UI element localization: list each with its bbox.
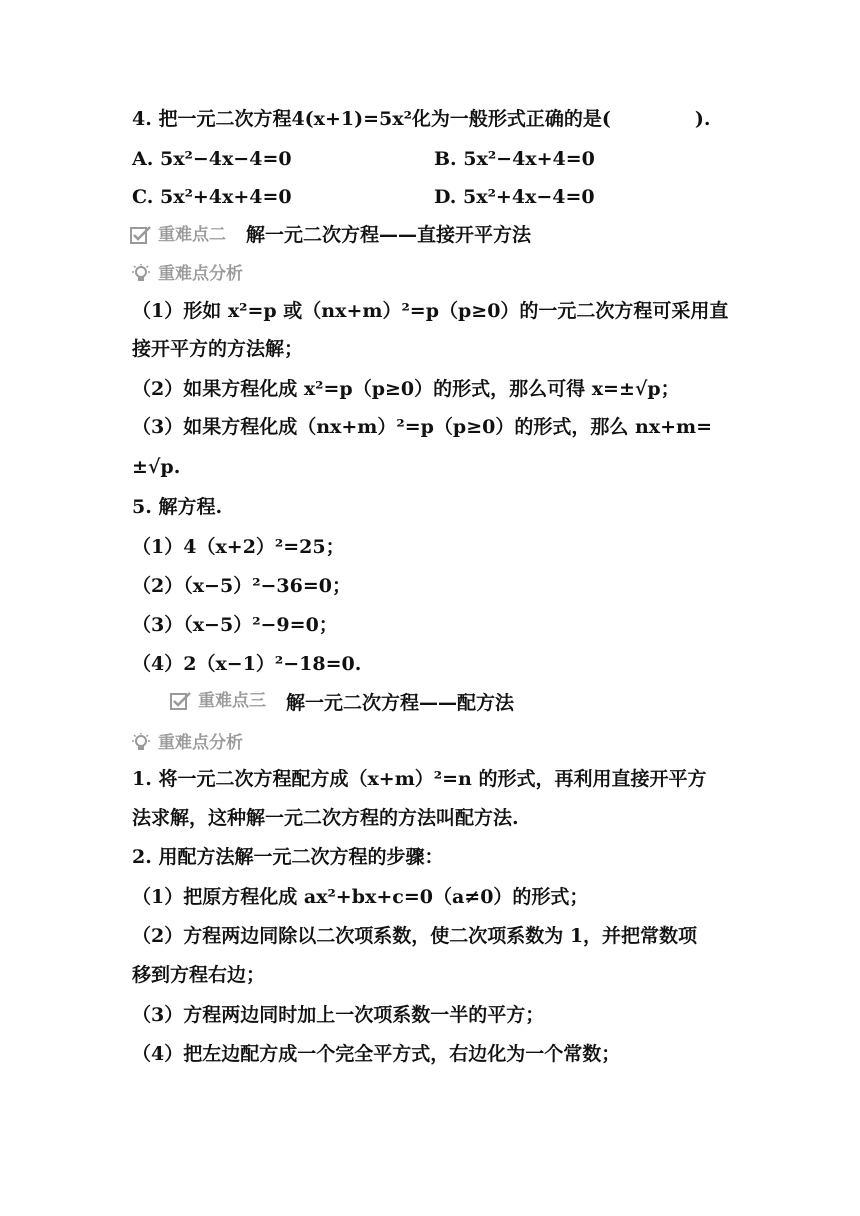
checkbox-icon bbox=[130, 225, 152, 245]
question-5-stem: 5. 解方程. bbox=[132, 496, 223, 518]
question-5-item-4: （4）2（x−1）²−18=0. bbox=[132, 653, 362, 675]
section-2-line-2: 接开平方的方法解； bbox=[132, 338, 304, 360]
question-5-item-3: （3）（x−5）²−9=0； bbox=[132, 614, 338, 636]
section-2-tag bbox=[130, 223, 226, 247]
section-3-line-6: 移到方程右边； bbox=[132, 964, 266, 986]
section-3-line-5: （2）方程两边同除以二次项系数，使二次项系数为 1，并把常数项 bbox=[132, 925, 698, 947]
question-5-item-2: （2）（x−5）²−36=0； bbox=[132, 575, 352, 597]
lightbulb-icon bbox=[130, 264, 152, 284]
section-2-tag-label: 重难点二 bbox=[158, 225, 226, 245]
section-3-line-3: 2. 用配方法解一元二次方程的步骤： bbox=[132, 846, 444, 868]
section-3-analysis-label: 重难点分析 bbox=[158, 733, 243, 753]
section-2-line-5: ±√p. bbox=[132, 456, 181, 478]
section-3-line-1: 1. 将一元二次方程配方成（x+m）²=n 的形式，再利用直接开平方 bbox=[132, 768, 707, 790]
option-d: D. 5x²+4x−4=0 bbox=[434, 186, 595, 208]
question-4-text: 4. 把一元二次方程4(x+1)=5x²化为一般形式正确的是( bbox=[132, 108, 611, 130]
section-3-line-7: （3）方程两边同时加上一次项系数一半的平方； bbox=[132, 1004, 545, 1026]
section-2-title: 解一元二次方程——直接开平方法 bbox=[246, 224, 532, 246]
section-3-tag-label: 重难点三 bbox=[198, 691, 266, 711]
option-c: C. 5x²+4x+4=0 bbox=[132, 186, 292, 208]
question-5-item-1: （1）4（x+2）²=25； bbox=[132, 536, 345, 558]
option-a: A. 5x²−4x−4=0 bbox=[132, 148, 292, 170]
section-2-line-1: （1）形如 x²=p 或（nx+m）²=p（p≥0）的一元二次方程可采用直 bbox=[132, 300, 729, 322]
section-3-tag bbox=[170, 689, 266, 713]
lightbulb-icon bbox=[130, 733, 152, 753]
section-3-line-8: （4）把左边配方成一个完全平方式，右边化为一个常数； bbox=[132, 1043, 621, 1065]
section-2-analysis-label: 重难点分析 bbox=[158, 264, 243, 284]
section-2-analysis-tag bbox=[130, 262, 243, 286]
checkbox-icon bbox=[170, 691, 192, 711]
section-3-title: 解一元二次方程——配方法 bbox=[286, 692, 515, 714]
option-b: B. 5x²−4x+4=0 bbox=[434, 148, 595, 170]
section-3-line-2: 法求解，这种解一元二次方程的方法叫配方法. bbox=[132, 807, 519, 829]
section-3-analysis-tag bbox=[130, 731, 243, 755]
section-2-line-4: （3）如果方程化成（nx+m）²=p（p≥0）的形式，那么 nx+m= bbox=[132, 416, 713, 438]
question-4-end: ). bbox=[694, 108, 711, 130]
section-2-line-3: （2）如果方程化成 x²=p（p≥0）的形式，那么可得 x=±√p； bbox=[132, 378, 680, 400]
section-3-line-4: （1）把原方程化成 ax²+bx+c=0（a≠0）的形式； bbox=[132, 886, 589, 908]
question-4-stem bbox=[132, 106, 711, 132]
